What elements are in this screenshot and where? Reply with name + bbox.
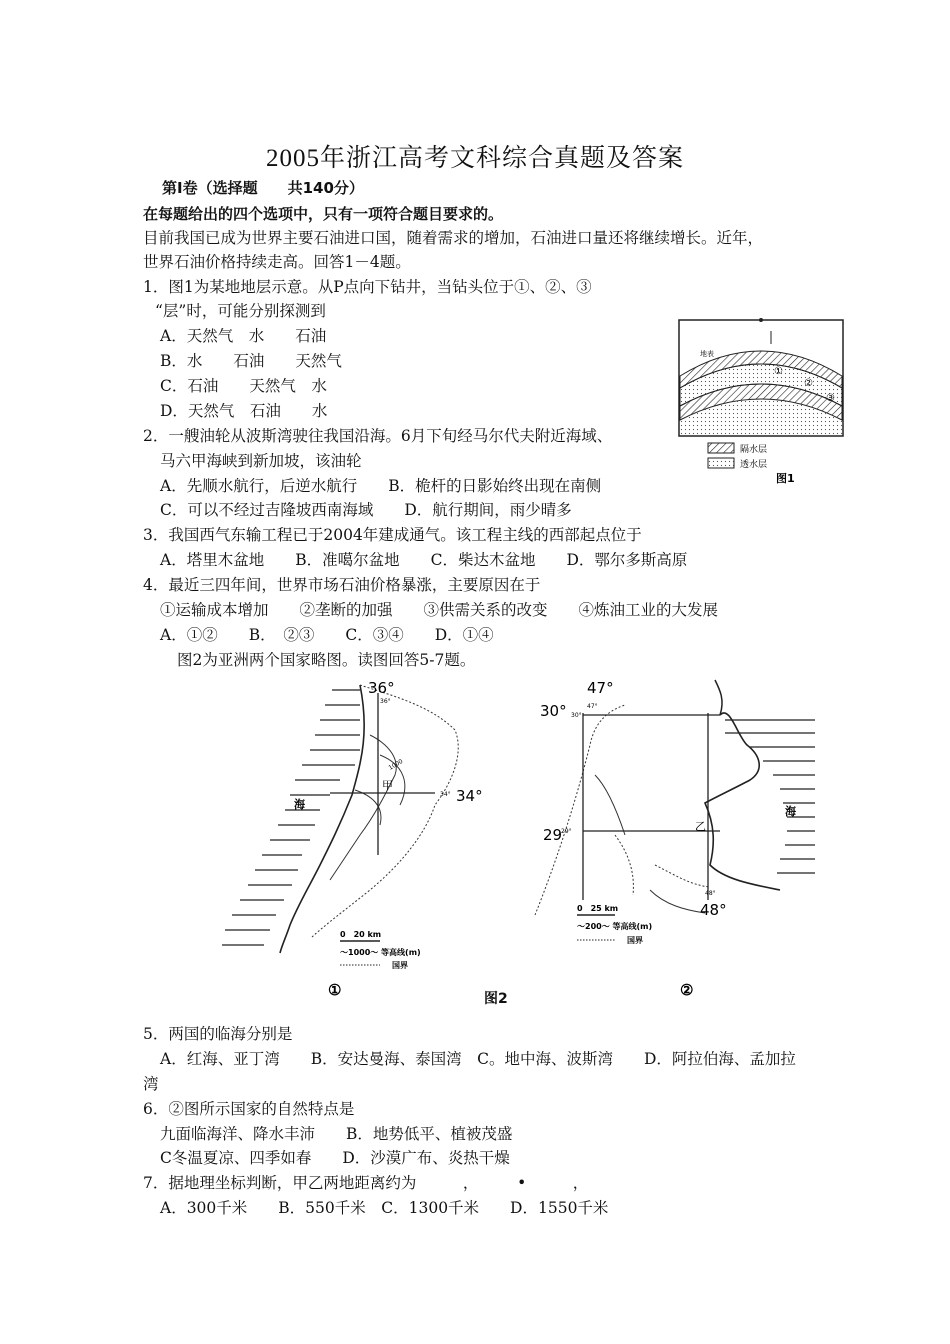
fig1-legend-2: 透水层 xyxy=(740,460,768,470)
q5-stem: 5．两国的临海分别是 xyxy=(143,1025,293,1043)
q2-options-cd: C．可以不经过吉隆坡西南海域 D．航行期间，雨少晴多 xyxy=(160,501,572,519)
map1-border xyxy=(312,685,458,937)
section-heading: 第Ⅰ卷（选择题 共140分） xyxy=(162,179,364,197)
fig1-label-2: ② xyxy=(804,378,813,389)
map2-legend-border: 国界 xyxy=(627,936,643,945)
map1-lon-small: 36° xyxy=(380,698,391,705)
map1-place: 甲 xyxy=(382,779,393,792)
fig1-legend-hatch xyxy=(708,443,734,453)
map1-lat: 34° xyxy=(456,787,483,805)
fig1-point-p xyxy=(759,318,763,322)
q1-stem-2: “层”时，可能分别探测到 xyxy=(155,302,326,320)
map2-lon-bottom: 48° xyxy=(700,901,727,919)
fig1-label-1: ① xyxy=(774,366,783,377)
map1-scale: 0 20 km xyxy=(340,930,382,939)
map2-legend-contour: ～200～ 等高线(m) xyxy=(577,922,653,931)
map2-lon-bottom-small: 48° xyxy=(705,890,716,897)
map1-contour xyxy=(330,735,405,880)
q1-option-c: C．石油 天然气 水 xyxy=(160,377,327,395)
fig1-caption: 图1 xyxy=(776,472,795,485)
fig1-legend-1: 隔水层 xyxy=(740,445,768,455)
intro-line-2: 世界石油价格持续走高。回答1－4题。 xyxy=(143,253,411,271)
map2-place: 乙 xyxy=(695,820,706,833)
map2-sea: 海 xyxy=(785,805,796,818)
map2-number: ② xyxy=(680,981,694,999)
q6-options-ab: 九面临海洋、降水丰沛 B．地势低平、植被茂盛 xyxy=(160,1125,513,1143)
map2-lon-top-small: 47° xyxy=(587,703,598,710)
map2-scale: 0 25 km xyxy=(577,904,619,913)
map2-lat-top-small: 30° xyxy=(571,712,582,719)
fig2-intro: 图2为亚洲两个国家略图。读图回答5-7题。 xyxy=(177,651,476,669)
intro-line-1: 目前我国已成为世界主要石油进口国，随着需求的增加，石油进口量还将继续增长。近年， xyxy=(143,229,764,247)
fig1-surface-label: 地表 xyxy=(700,350,714,358)
map2-contour xyxy=(595,775,705,913)
map1-lon: 36° xyxy=(368,679,395,697)
q4-options: A．①② B． ②③ C．③④ D．①④ xyxy=(160,626,494,644)
q1-option-a: A．天然气 水 石油 xyxy=(160,327,327,345)
q6-stem: 6．②图所示国家的自然特点是 xyxy=(143,1100,355,1118)
q2-stem-1: 2．一艘油轮从波斯湾驶往我国沿海。6月下旬经马尔代夫附近海域、 xyxy=(143,427,613,445)
map2-lon-top: 47° xyxy=(587,679,614,697)
figure-1 xyxy=(676,316,846,486)
q1-option-b: B．水 石油 天然气 xyxy=(160,352,342,370)
map2-coastline xyxy=(705,713,780,890)
map2-coast-north xyxy=(715,680,722,715)
map1-contour-label: 1000 xyxy=(387,758,405,772)
map1-coastline xyxy=(280,685,364,953)
fig1-label-3: ③ xyxy=(826,393,835,404)
q3-options: A．塔里木盆地 B．准噶尔盆地 C．柴达木盆地 D．鄂尔多斯高原 xyxy=(160,551,688,569)
map1-legend-border: 国界 xyxy=(392,961,408,970)
q6-options-cd: C冬温夏凉、四季如春 D．沙漠广布、炎热干燥 xyxy=(160,1149,510,1167)
q7-options: A．300千米 B．550千米 C．1300千米 D．1550千米 xyxy=(160,1199,609,1217)
fig2-caption: 图2 xyxy=(484,991,508,1007)
q1-option-d: D．天然气 石油 水 xyxy=(160,402,328,420)
map1-number: ① xyxy=(328,981,342,999)
q1-stem-1: 1．图1为某地地层示意。从P点向下钻井，当钻头位于①、②、③ xyxy=(143,278,592,296)
q4-items: ①运输成本增加 ②垄断的加强 ③供需关系的改变 ④炼油工业的大发展 xyxy=(160,601,719,619)
map1-lat-small: 34° xyxy=(440,791,451,798)
q4-stem: 4．最近三四年间，世界市场石油价格暴涨，主要原因在于 xyxy=(143,576,541,594)
q3-stem: 3．我国西气东输工程已于2004年建成通气。该工程主线的西部起点位于 xyxy=(143,526,642,544)
q7-stem: 7．据地理坐标判断，甲乙两地距离约为 ， • ， xyxy=(143,1174,589,1192)
q2-stem-2: 马六甲海峡到新加坡，该油轮 xyxy=(160,452,362,470)
q5-wrap: 湾 xyxy=(143,1075,159,1093)
map2-lat-bottom: 29 xyxy=(543,826,563,844)
map2-lat-bottom-small: 29° xyxy=(561,828,572,835)
map2-border xyxy=(535,705,710,915)
q5-options: A．红海、亚丁湾 B．安达曼海、泰国湾 C。地中海、波斯湾 D．阿拉伯海、孟加拉 xyxy=(160,1050,796,1068)
q2-options-ab: A．先顺水航行，后逆水航行 B．桅杆的日影始终出现在南侧 xyxy=(160,477,602,495)
fig1-legend-dots xyxy=(708,458,734,468)
figure-2-map-2 xyxy=(515,675,815,1005)
map2-lat-top: 30° xyxy=(540,702,567,720)
map1-sea: 海 xyxy=(294,798,305,811)
page-title: 2005年浙江高考文科综合真题及答案 xyxy=(265,145,684,172)
map1-legend-contour: ～1000～ 等高线(m) xyxy=(340,948,421,957)
figure-2-map-1 xyxy=(220,675,490,1005)
instruction: 在每题给出的四个选项中，只有一项符合题目要求的。 xyxy=(143,205,504,223)
